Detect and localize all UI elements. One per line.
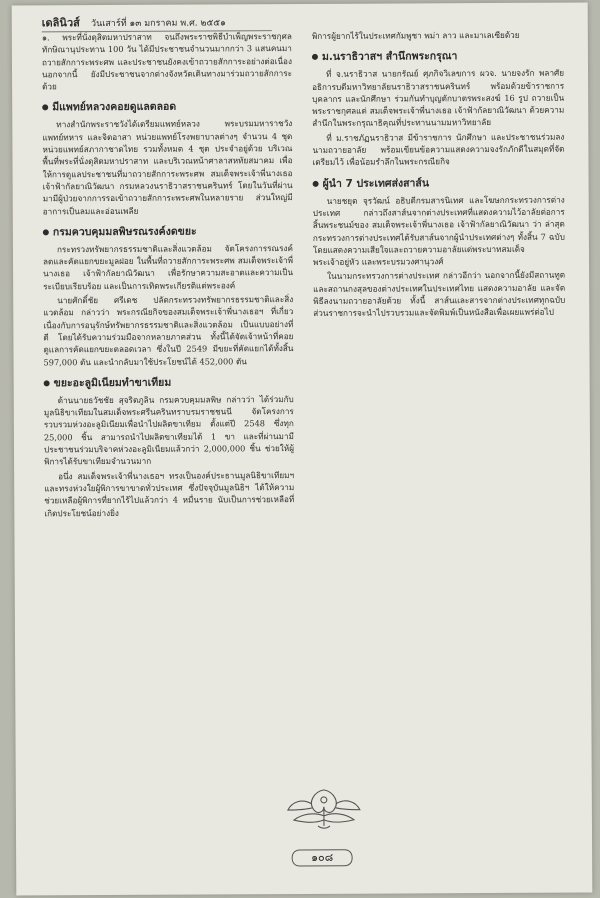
body-paragraph: นายศักดิ์ชัย ศรีเดช ปลัดกระทรวงทรัพยากรธรรมชาติและสิ่งแวดล้อม กล่าวว่า พระกรณียกิจของสมเด็จพระเจ้าพี่นางเธอฯ ที่เกี่ยวเนื่องกับการอนุรักษ์ทรัพยากรธรรมชาติและสิ่งแวดล้อม เป็นแบบอย่างที่ดี โดยได้รับความร่วมมือจากหลายภาคส่วน ทั้งนี้ได้จัดเจ้าหน้าที่คอยดูแลการคัดแยกขยะตลอดเวลา ซึ่งในปี 2549 มีขยะที่คัดแยกได้ทั้งสิ้น 597,000 ตัน และนำกลับมาใช้ประโยชน์ได้ 452,000 ตัน <box>43 294 294 367</box>
body-paragraph: ที่ จ.นราธิวาส นายกรัณย์ ศุภกิจวิเลขการ ผวจ. นายจงรัก พลาศัย อธิการบดีมหาวิทยาลัยนราธิวาสราชนครินทร์ พร้อมด้วยข้าราชการ บุคลากร และนักศึกษา ร่วมกันทำบุญตักบาตรพระสงฆ์ 16 รูป ถวายเป็นพระราชกุศลแด่ สมเด็จพระเจ้าพี่นางเธอ เจ้าฟ้ากัลยาณิวัฒนา ด้วยความสำนึกในพระกรุณาธิคุณที่ประทานนามมหาวิทยาลัย <box>312 67 565 129</box>
body-paragraph: ด้านนายธวัชชัย สุจริตภูลิน กรมควบคุมมลพิษ กล่าวว่า ได้ร่วมกับมูลนิธิขาเทียมในสมเด็จพระศรีนครินทราบรมราชชนนี จัดโครงการรวบรวมห่วงอะลูมิเนียมเพื่อนำไปผลิตขาเทียม ตั้งแต่ปี 2548 ซึ่งทุก 25,000 ชิ้น สามารถนำไปผลิตขาเทียมได้ 1 ขา และที่ผ่านมามีประชาชนร่วมบริจาคห่วงอะลูมิเนียมแล้วกว่า 2,000,000 ชิ้น ช่วยให้ผู้พิการได้รับขาเทียมจำนวนมาก <box>43 393 295 467</box>
body-paragraph: กระทรวงทรัพยากรธรรมชาติและสิ่งแวดล้อม จัดโครงการรณรงค์ลดและคัดแยกขยะมูลฝอย ในพื้นที่ถวายสักการะพระศพ สมเด็จพระเจ้าพี่นางเธอ เจ้าฟ้ากัลยาณิวัฒนา เพื่อรักษาความสะอาดและความเป็นระเบียบเรียบร้อย และเป็นการเทิดพระเกียรติแด่พระองค์ <box>42 242 294 292</box>
section-heading <box>43 224 293 239</box>
body-paragraph: นายชยุต จุรวัฒน์ อธิบดีกรมสารนิเทศ และโฆษกกระทรวงการต่างประเทศ กล่าวถึงสาส์นจากต่างประเทศที่แสดงความไว้อาลัยต่อการสิ้นพระชนม์ของ สมเด็จพระเจ้าพี่นางเธอ เจ้าฟ้ากัลยาณิวัฒนา ว่า ล่าสุดกระทรวงการต่างประเทศได้รับสาส์นจากผู้นำประเทศต่างๆ ทั้งสิ้น 7 ฉบับ โดยแสดงความเสียใจและถวายความอาลัยแด่พระบาทสมเด็จพระเจ้าอยู่หัว และพระบรมวงศานุวงศ์ <box>312 194 565 268</box>
bullet-icon <box>43 229 49 235</box>
bullet-icon <box>313 181 319 187</box>
bullet-icon <box>312 54 318 60</box>
bullet-icon <box>42 105 48 111</box>
section-heading <box>312 49 564 64</box>
bullet-icon <box>44 380 50 386</box>
body-paragraph: อนึ่ง สมเด็จพระเจ้าพี่นางเธอฯ ทรงเป็นองค์ประธานมูลนิธิขาเทียมฯ และทรงห่วงใยผู้พิการขาขาดทั่วประเทศ ซึ่งปัจจุบันมูลนิธิฯ ได้ให้ความช่วยเหลือผู้พิการที่ยากไร้ไปแล้วกว่า 4 หมื่นราย นับเป็นการช่วยเหลือที่เกิดประโยชน์อย่างยิ่ง <box>44 469 295 518</box>
floral-ornament-icon <box>284 782 364 832</box>
left-column <box>42 30 295 521</box>
body-paragraph: ทางสำนักพระราชวังได้เตรียมแพทย์หลวง พระบรมมหาราชวัง แพทย์ทหาร และจิตอาสา หน่วยแพทย์โรงพยาบาลต่างๆ จำนวน 4 ชุด หน่วยแพทย์สภากาชาดไทย รวมทั้งหมด 4 ชุด ประจำอยู่ด้วย บริเวณพื้นที่พระที่นั่งดุสิตมหาปราสาท และบริเวณหน้าศาลาสหทัยสมาคม เพื่อให้การดูแลประชาชนที่มาถวายสักการะพระศพ สมเด็จพระเจ้าพี่นางเธอ เจ้าฟ้ากัลยาณิวัฒนา กรมหลวงนราธิวาสราชนครินทร์ โดยในวันที่ผ่านมามีผู้ป่วยจากการรอเข้าถวายสักการะพระศพในหลายราย ส่วนใหญ่มีอาการเป็นลมและอ่อนเพลีย <box>42 118 293 216</box>
intro-paragraph: ๑. พระที่นั่งดุสิตมหาปราสาท จนถึงพระราชพิธีบำเพ็ญพระราชกุศลทักษิณานุประทาน 100 วัน ได้มีประชาชนจำนวนมากกว่า 3 แสนคนมาถวายสักการะพระศพ และประชาชนยังคงเข้าถวายสักการะอย่างต่อเนื่อง นอกจากนี้ ยังมีประชาชนจากต่างจังหวัดเดินทางมาร่วมถวายสักการะด้วย <box>41 31 293 92</box>
section-title: ขยะอะลูมิเนียมทำขาเทียม <box>53 376 172 390</box>
section-title: ม.นราธิวาสฯ สำนึกพระกรุณา <box>321 50 458 64</box>
newspaper-page <box>12 2 593 895</box>
section-title: มีแพทย์หลวงคอยดูแลตลอด <box>52 101 177 114</box>
body-paragraph: ที่ ม.ราชภัฏนราธิวาส มีข้าราชการ นักศึกษา และประชาชนร่วมลงนามถวายอาลัย พร้อมเขียนข้อความแสดงความจงรักภักดีในสมุดที่จัดเตรียมไว้ เพื่อน้อมรำลึกในพระกรณียกิจ <box>312 131 565 168</box>
issue-date: วันเสาร์ที่ ๑๓ มกราคม พ.ศ. ๒๕๕๑ <box>90 18 226 30</box>
section-title: กรมควบคุมมลพิษรณรงค์งดขยะ <box>52 225 197 239</box>
right-column <box>312 29 566 322</box>
magazine-name: เดลินิวส์ <box>41 16 80 30</box>
section-title: ผู้นำ 7 ประเทศส่งสาส์น <box>322 177 430 190</box>
page-number-box <box>290 848 354 868</box>
body-paragraph: ในนามกระทรวงการต่างประเทศ กล่าวอีกว่า นอกจากนี้ยังมีสถานทูตและสถานกงสุลของต่างประเทศในประเทศไทย แสดงความอาลัย และจัดพิธีลงนามถวายอาลัยด้วย ทั้งนี้ สาส์นและสารจากต่างประเทศทุกฉบับ ส่วนราชการจะนำไปรวบรวมและจัดพิมพ์เป็นหนังสือเพื่อเผยแพร่ต่อไป <box>313 270 566 319</box>
intro-paragraph: พิการผู้ยากไร้ในประเทศกัมพูชา พม่า ลาว และมาเลเซียด้วย <box>311 29 520 41</box>
section-heading <box>42 100 292 115</box>
section-heading <box>44 375 294 390</box>
running-header <box>42 12 272 32</box>
section-heading <box>313 175 565 190</box>
page-number: ๑๐๘ <box>311 850 334 864</box>
